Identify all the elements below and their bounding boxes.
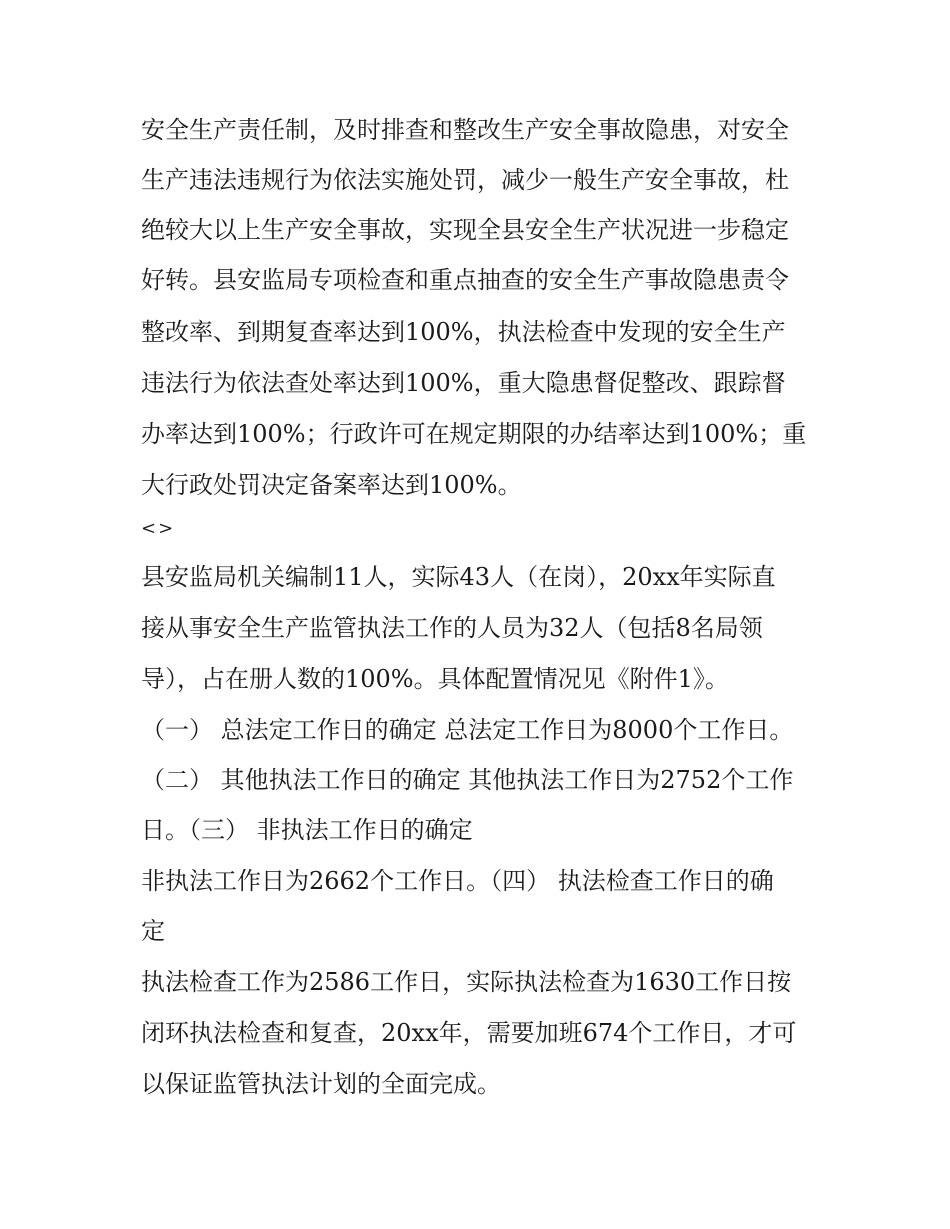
text-line: 县安监局机关编制11人，实际43人（在岗），20xx年实际直 xyxy=(141,563,776,591)
text-line: 安全生产责任制，及时排查和整改生产安全事故隐患，对安全 xyxy=(141,116,789,144)
text-line: 绝较大以上生产安全事故，实现全县安全生产状况进一步稳定 xyxy=(141,216,789,244)
text-line: 执法检查工作为2586工作日，实际执法检查为1630工作日按 xyxy=(141,968,792,996)
text-line: （二） 其他执法工作日的确定 其他执法工作日为2752个工作 xyxy=(141,766,794,794)
text-line: 办率达到100%；行政许可在规定期限的办结率达到100%；重 xyxy=(141,420,807,448)
text-line: 以保证监管执法计划的全面完成。 xyxy=(141,1070,501,1098)
text-line: 导），占在册人数的100%。具体配置情况见《附件1》。 xyxy=(141,665,729,693)
text-line: 定 xyxy=(141,917,165,945)
text-line: 日。（三） 非执法工作日的确定 xyxy=(141,816,473,844)
text-line: 大行政处罚决定备案率达到100%。 xyxy=(141,471,522,499)
text-line: 接从事安全生产监管执法工作的人员为32人（包括8名局领 xyxy=(141,614,763,642)
text-line: 非执法工作日为2662个工作日。（四） 执法检查工作日的确 xyxy=(141,867,774,895)
text-line: 生产违法违规行为依法实施处罚，减少一般生产安全事故，杜 xyxy=(141,166,789,194)
section-marker: <> xyxy=(141,518,176,539)
text-line: （一） 总法定工作日的确定 总法定工作日为8000个工作日。 xyxy=(141,716,794,744)
text-line: 好转。县安监局专项检查和重点抽查的安全生产事故隐患责令 xyxy=(141,266,789,294)
text-line: 整改率、到期复查率达到100%，执法检查中发现的安全生产 xyxy=(141,318,786,346)
text-line: 违法行为依法查处率达到100%，重大隐患督促整改、跟踪督 xyxy=(141,369,786,397)
text-line: 闭环执法检查和复查，20xx年，需要加班674个工作日，才可 xyxy=(141,1019,797,1047)
